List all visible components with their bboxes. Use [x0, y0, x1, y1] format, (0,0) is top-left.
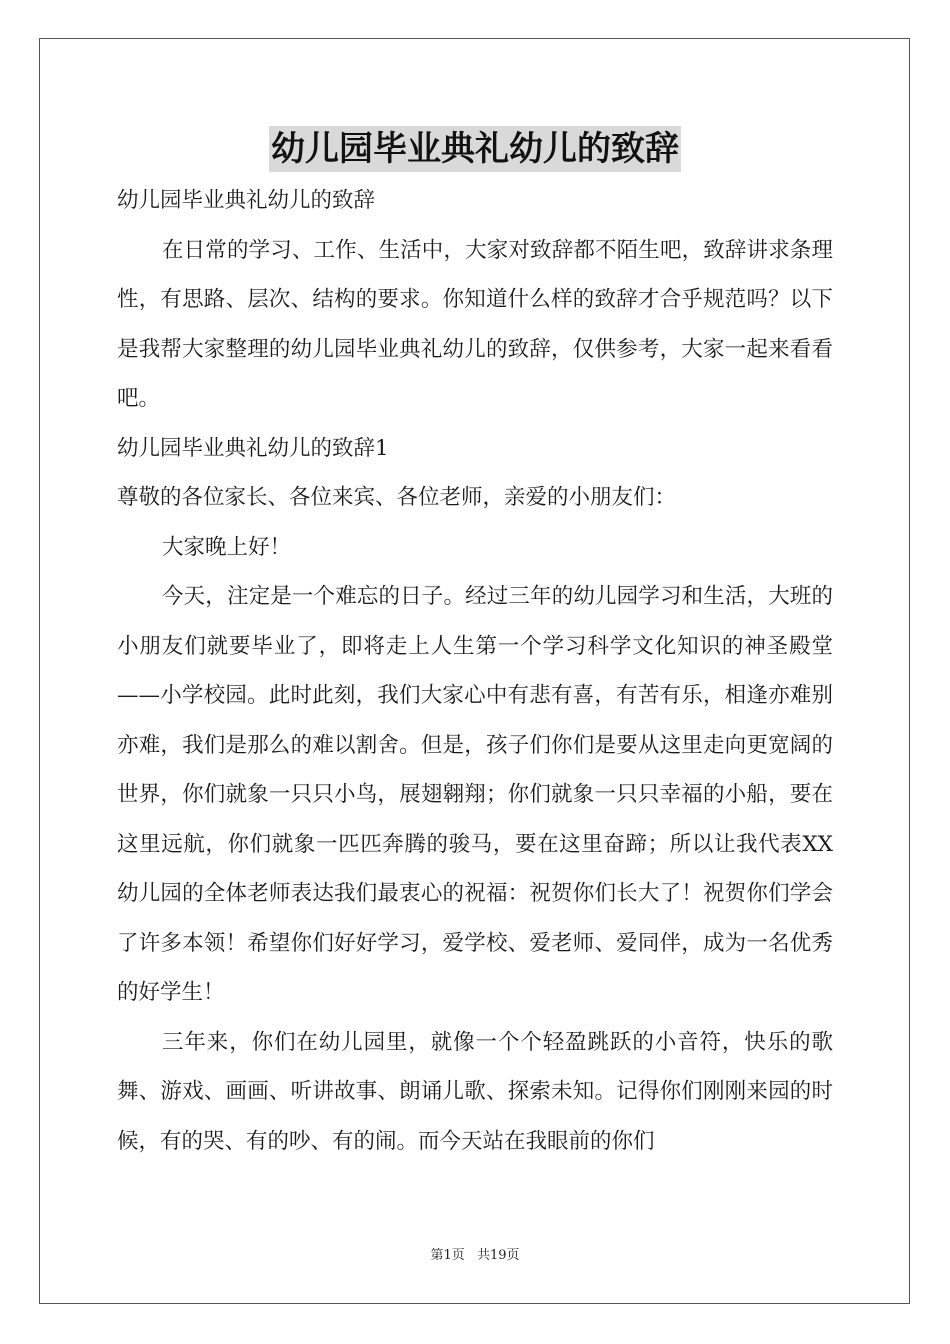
page-footer — [0, 1244, 950, 1263]
body-paragraph-2: 三年来，你们在幼儿园里，就像一个个轻盈跳跃的小音符，快乐的歌舞、游戏、画画、听讲故事、朗诵儿歌、探索未知。记得你们刚刚来园的时候，有的哭、有的吵、有的闹。而今天站在我眼前的你们 — [117, 1029, 833, 1154]
document-body — [117, 176, 833, 1166]
document-title: 幼儿园毕业典礼幼儿的致辞 — [269, 126, 681, 172]
salutation: 尊敬的各位家长、各位来宾、各位老师，亲爱的小朋友们： — [117, 485, 677, 510]
page-number: 第1页 — [430, 1248, 465, 1263]
body-paragraph-1: 今天，注定是一个难忘的日子。经过三年的幼儿园学习和生活，大班的小朋友们就要毕业了，即将走上人生第一个学习科学文化知识的神圣殿堂——小学校园。此时此刻，我们大家心中有悲有喜，有苦有乐，相逢亦难别亦难，我们是那么的难以割舍。但是，孩子们你们是要从这里走向更宽阔的世界，你们就象一只只小鸟，展翅翱翔；你们就象一只只幸福的小船，要在这里远航，你们就象一匹匹奔腾的骏马，要在这里奋蹄；所以让我代表XX幼儿园的全体老师表达我们最衷心的祝福：祝贺你们长大了！祝贺你们学会了许多本领！希望你们好好学习，爱学校、爱老师、爱同伴，成为一名优秀的好学生！ — [117, 584, 833, 1005]
document-subtitle: 幼儿园毕业典礼幼儿的致辞 — [117, 188, 376, 213]
intro-paragraph: 在日常的学习、工作、生活中，大家对致辞都不陌生吧，致辞讲求条理性，有思路、层次、结构的要求。你知道什么样的致辞才合乎规范吗？以下是我帮大家整理的幼儿园毕业典礼幼儿的致辞，仅供参考，大家一起来看看吧。 — [117, 237, 833, 411]
title-container — [0, 126, 950, 172]
greeting: 大家晚上好！ — [162, 534, 292, 560]
page-total: 共19页 — [476, 1248, 520, 1263]
section-heading: 幼儿园毕业典礼幼儿的致辞1 — [117, 435, 389, 461]
